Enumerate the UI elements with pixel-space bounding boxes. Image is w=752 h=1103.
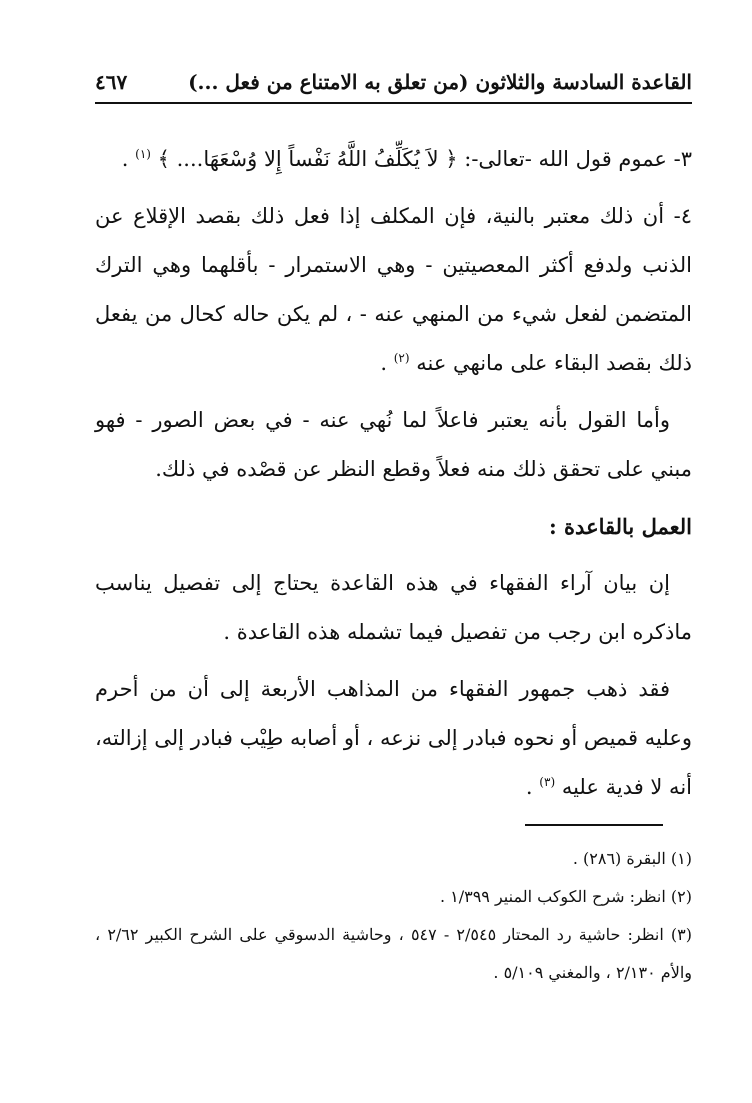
- footnote-3: (٣) انظر: حاشية رد المحتار ٢/٥٤٥ - ٥٤٧ ، وحاشية الدسوقي على الشرح الكبير ٢/٦٢ ، والأم ٢/١٣٠ ، والمغني ٥/١٠٩ .: [95, 925, 693, 982]
- footnote-ref-1: (١): [135, 147, 151, 161]
- main-text: [95, 135, 692, 820]
- paragraph-counter-view: وأما القول بأنه يعتبر فاعلاً لما نُهي عنه - في بعض الصور - فهو مبني على تحقق ذلك منه فعلاً وقطع النظر عن قصْده في ذلك.: [95, 408, 692, 481]
- paragraph-point-4-end: .: [380, 351, 388, 375]
- footnote-1: (١) البقرة (٢٨٦) .: [572, 849, 692, 868]
- page-number: ٤٦٧: [95, 70, 128, 94]
- header-rule: [95, 102, 692, 104]
- paragraph-majority-view-text: فقد ذهب جمهور الفقهاء من المذاهب الأربعة إلى أن من أحرم وعليه قميص أو نحوه فبادر إلى نزعه ، أو أصابه طِيْب فبادر إلى إزالته، أنه لا فدية عليه: [95, 677, 692, 799]
- paragraph-intro: إن بيان آراء الفقهاء في هذه القاعدة يحتاج إلى تفصيل يناسب ماذكره ابن رجب من تفصيل فيما تشمله هذه القاعدة .: [95, 571, 692, 644]
- paragraph-majority-view-end: .: [525, 775, 533, 799]
- footnotes: [95, 840, 692, 992]
- paragraph-majority-view: [95, 665, 692, 812]
- footnote-ref-3: (٣): [539, 775, 556, 789]
- paragraph-point-3: [95, 135, 692, 184]
- running-header: [95, 62, 692, 102]
- section-heading: العمل بالقاعدة :: [548, 514, 692, 539]
- paragraph-point-3-end: .: [121, 147, 129, 171]
- footnote-separator: [525, 824, 663, 826]
- footnote-2: (٢) انظر: شرح الكوكب المنير ١/٣٩٩ .: [439, 887, 692, 906]
- paragraph-point-4-text: ٤- أن ذلك معتبر بالنية، فإن المكلف إذا فعل ذلك بقصد الإقلاع عن الذنب ولدفع أكثر المعصيتين - وهي الاستمرار - بأقلهما وهي الترك المتضمن لفعل شيء من المنهي عنه - ، لم يكن حاله كحال من يفعل ذلك بقصد البقاء على مانهي عنه: [95, 204, 692, 375]
- paragraph-point-4: [95, 192, 692, 388]
- paragraph-point-3-text: ٣- عموم قول الله -تعالى-: ﴿ لاَ يُكَلِّفُ اللَّهُ نَفْساً إِلا وُسْعَهَا.... ﴾: [157, 147, 692, 171]
- running-header-title: القاعدة السادسة والثلاثون (من تعلق به الامتناع من فعل ...): [188, 70, 692, 94]
- footnote-ref-2: (٢): [393, 351, 410, 365]
